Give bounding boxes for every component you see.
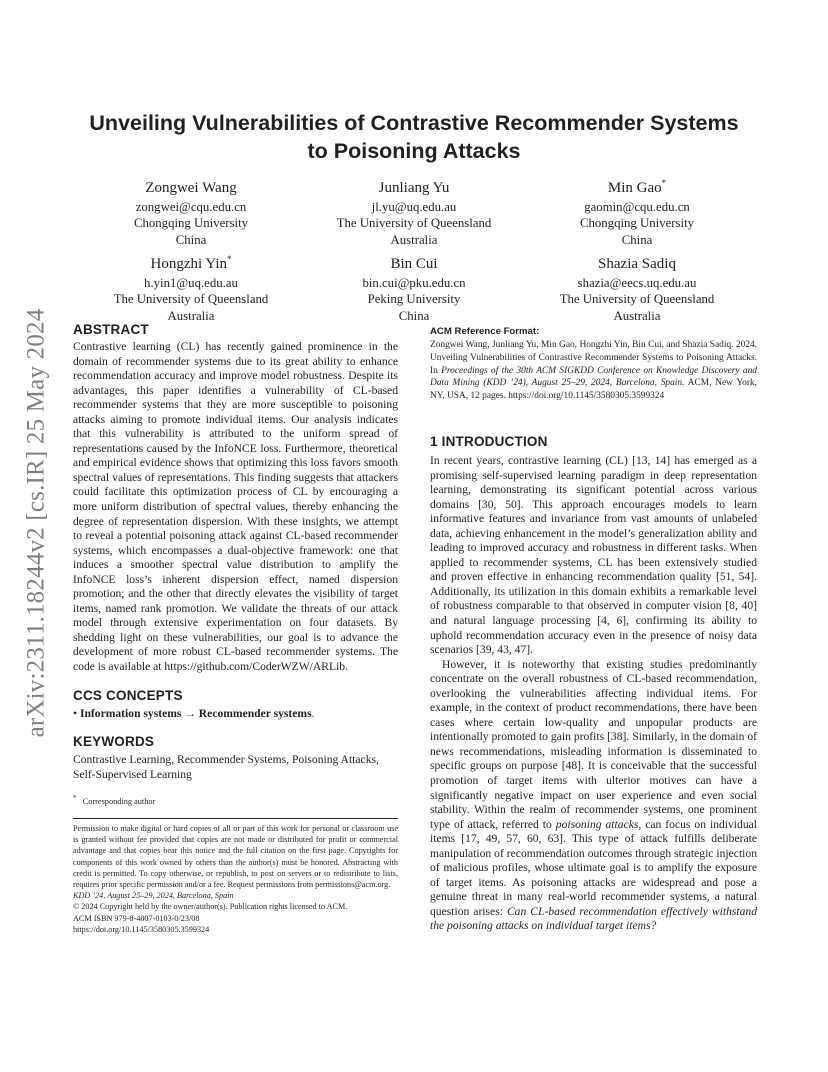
author-email: jl.yu@uq.edu.au	[371, 200, 457, 214]
keywords-text: Contrastive Learning, Recommender Systems, Poisoning Attacks, Self-Supervised Learning	[73, 753, 379, 781]
author-card	[299, 174, 529, 248]
author-affiliation: Chongqing University	[133, 216, 249, 231]
author-name: Min Gao*	[607, 178, 667, 196]
abstract-heading: ABSTRACT	[73, 322, 149, 337]
author-email: bin.cui@pku.edu.cn	[362, 276, 466, 290]
arxiv-identifier-text: arXiv:2311.18244v2 [cs.IR] 25 May 2024	[22, 308, 49, 738]
left-column	[73, 322, 398, 935]
author-name: Hongzhi Yin*	[150, 254, 232, 272]
author-name: Bin Cui	[390, 256, 438, 272]
author-name: Junliang Yu	[378, 180, 450, 196]
ccs-concepts: • Information systems → Recommender systems.	[73, 706, 315, 720]
conference-venue: KDD ’24, August 25–29, 2024, Barcelona, Spain	[73, 891, 234, 901]
keywords-heading: KEYWORDS	[73, 734, 155, 750]
corresponding-author-note: * Corresponding author	[73, 795, 156, 806]
author-country: China	[398, 308, 430, 323]
author-affiliation: The University of Queensland	[559, 292, 715, 307]
abstract-text: Contrastive learning (CL) has recently gained prominence in the domain of recommender systems due to its great ability to enhance recommendation accuracy and improve model robustness. Despite its advantages, this paper identifies a vulnerability of CL-based recommender systems that they are more susceptible to poisoning attacks aiming to promote individual items. Our analysis indicates that this vulnerability is attributed to the uniform spread of representations caused by the InfoNCE loss. Furthermore, theoretical and empirical evidence shows that optimizing this loss favors smooth spectral values of representations. This finding suggests that attackers could facilitate this optimization process of CL by encouraging a more uniform distribution of spectral values, thereby enhancing the degree of representation dispersion. With these insights, we attempt to reveal a potential poisoning attack against CL-based recommender systems, which encompasses a dual-objective framework: one that induces a smoother spectral value distribution to amplify the InfoNCE loss’s inherent dispersion effect, named dispersion promotion; and the other that directly elevates the visibility of target items, named rank promotion. We validate the threats of our attack model through extensive experimentation on four datasets. By shedding light on these vulnerabilities, our goal is to advance the development of more robust CL-based recommender systems. The code is available at https://github.com/CoderWZW/ARLib.	[73, 340, 398, 674]
footnote-rule	[73, 818, 398, 819]
author-country: China	[175, 232, 207, 247]
author-country: Australia	[167, 308, 215, 323]
author-card	[76, 250, 306, 324]
author-affiliation: The University of Queensland	[113, 292, 269, 307]
author-affiliation: Chongqing University	[579, 216, 695, 231]
author-name: Shazia Sadiq	[598, 256, 676, 272]
right-column	[430, 326, 757, 934]
permission-notice: Permission to make digital or hard copies of all or part of this work for personal or classroom use is granted without fee provided that copies are not made or distributed for profit or commercial advantage and that copies bear this notice and the full citation on the first page. Copyrights for components of this work owned by others than the author(s) must be honored. Abstracting with credit is permitted. To copy otherwise, or republish, to post on servers or to redistribute to lists, requires prior specific permission and/or a fee. Request permissions from permissions@acm.org.	[73, 823, 398, 889]
intro-paragraph-2: However, it is noteworthy that existing studies predominantly concentrate on the overall robustness of CL-based recommendation, overlooking the vulnerabilities affecting individual items. For example, in the context of product recommendations, there have been cases where certain low-quality and unpopular products are intentionally promoted to gain profits [38]. Similarly, in the domain of news recommendations, misleading information is disseminated to specific groups on purpose [48]. It is conceivable that the successful promotion of target items with ulterior motives can have a significantly negative impact on user experience and even social stability. Within the realm of recommender systems, one prominent type of attack, referred to poisoning attacks, can focus on individual items [17, 49, 57, 60, 63]. This type of attack fulfills deliberate manipulation of recommendation outcomes through strategic injection of malicious profiles, whose ultimate goal is to amplify the exposure of target items. As poisoning attacks are widespread and pose a genuine threat in many real-world recommender systems, a natural question arises: Can CL-based recommendation effectively withstand the poisoning attacks on individual target items?	[430, 657, 758, 933]
isbn: ACM ISBN 979-8-4007-0103-0/23/08	[73, 913, 200, 923]
author-email: h.yin1@uq.edu.au	[144, 276, 238, 290]
author-name: Zongwei Wang	[145, 180, 237, 196]
title-line-1: Unveiling Vulnerabilities of Contrastive Recommender Systems	[89, 111, 739, 135]
doi-link: https://doi.org/10.1145/3580305.3599324	[73, 924, 210, 934]
author-country: China	[621, 232, 653, 247]
author-email: shazia@eecs.uq.edu.au	[577, 276, 697, 290]
ccs-heading: CCS CONCEPTS	[73, 687, 183, 703]
author-card	[76, 174, 306, 248]
title-line-2: to Poisoning Attacks	[307, 139, 521, 163]
author-card	[522, 250, 752, 324]
introduction-heading: 1 INTRODUCTION	[430, 433, 548, 449]
arxiv-identifier	[22, 288, 50, 758]
author-email: zongwei@cqu.edu.cn	[135, 200, 247, 214]
author-country: Australia	[613, 308, 661, 323]
author-card	[299, 250, 529, 324]
author-affiliation: Peking University	[367, 292, 461, 307]
acm-reference-label: ACM Reference Format:	[430, 326, 540, 337]
author-card	[522, 174, 752, 248]
acm-reference-text: Zongwei Wang, Junliang Yu, Min Gao, Hongzhi Yin, Bin Cui, and Shazia Sadiq. 2024. Unveiling Vulnerabilities of Contrastive Recommender Systems to Poisoning Attacks. In Proceedings of the 30th ACM SIGKDD Conference on Knowledge Discovery and Data Mining (KDD ’24), August 25–29, 2024, Barcelona, Spain. ACM, New York, NY, USA, 12 pages. https://doi.org/10.1145/3580305.3599324	[430, 340, 758, 402]
author-email: gaomin@cqu.edu.cn	[584, 200, 690, 214]
paper-title	[60, 109, 768, 165]
author-affiliation: The University of Queensland	[336, 216, 492, 231]
copyright-notice: © 2024 Copyright held by the owner/author(s). Publication rights licensed to ACM.	[73, 902, 348, 912]
author-country: Australia	[390, 232, 438, 247]
intro-paragraph-1: In recent years, contrastive learning (CL) [13, 14] has emerged as a promising self-supervised learning paradigm in deep representation learning, demonstrating its significant potential across various domains [30, 50]. This approach encourages models to learn informative features and invariance from vast amounts of unlabeled data, achieving enhancement in the model’s generalization ability and leading to improved accuracy and robustness in different tasks. When applied to recommender systems, CL has been extensively studied and proven effective in enhancing recommendation quality [51, 54]. Additionally, its utilization in this domain exhibits a remarkable level of robustness comparable to that observed in computer vision [8, 40] and natural language processing [4, 6], confirming its ability to uphold recommendation accuracy even in the presence of noisy data scenarios [39, 43, 47].	[430, 453, 757, 657]
